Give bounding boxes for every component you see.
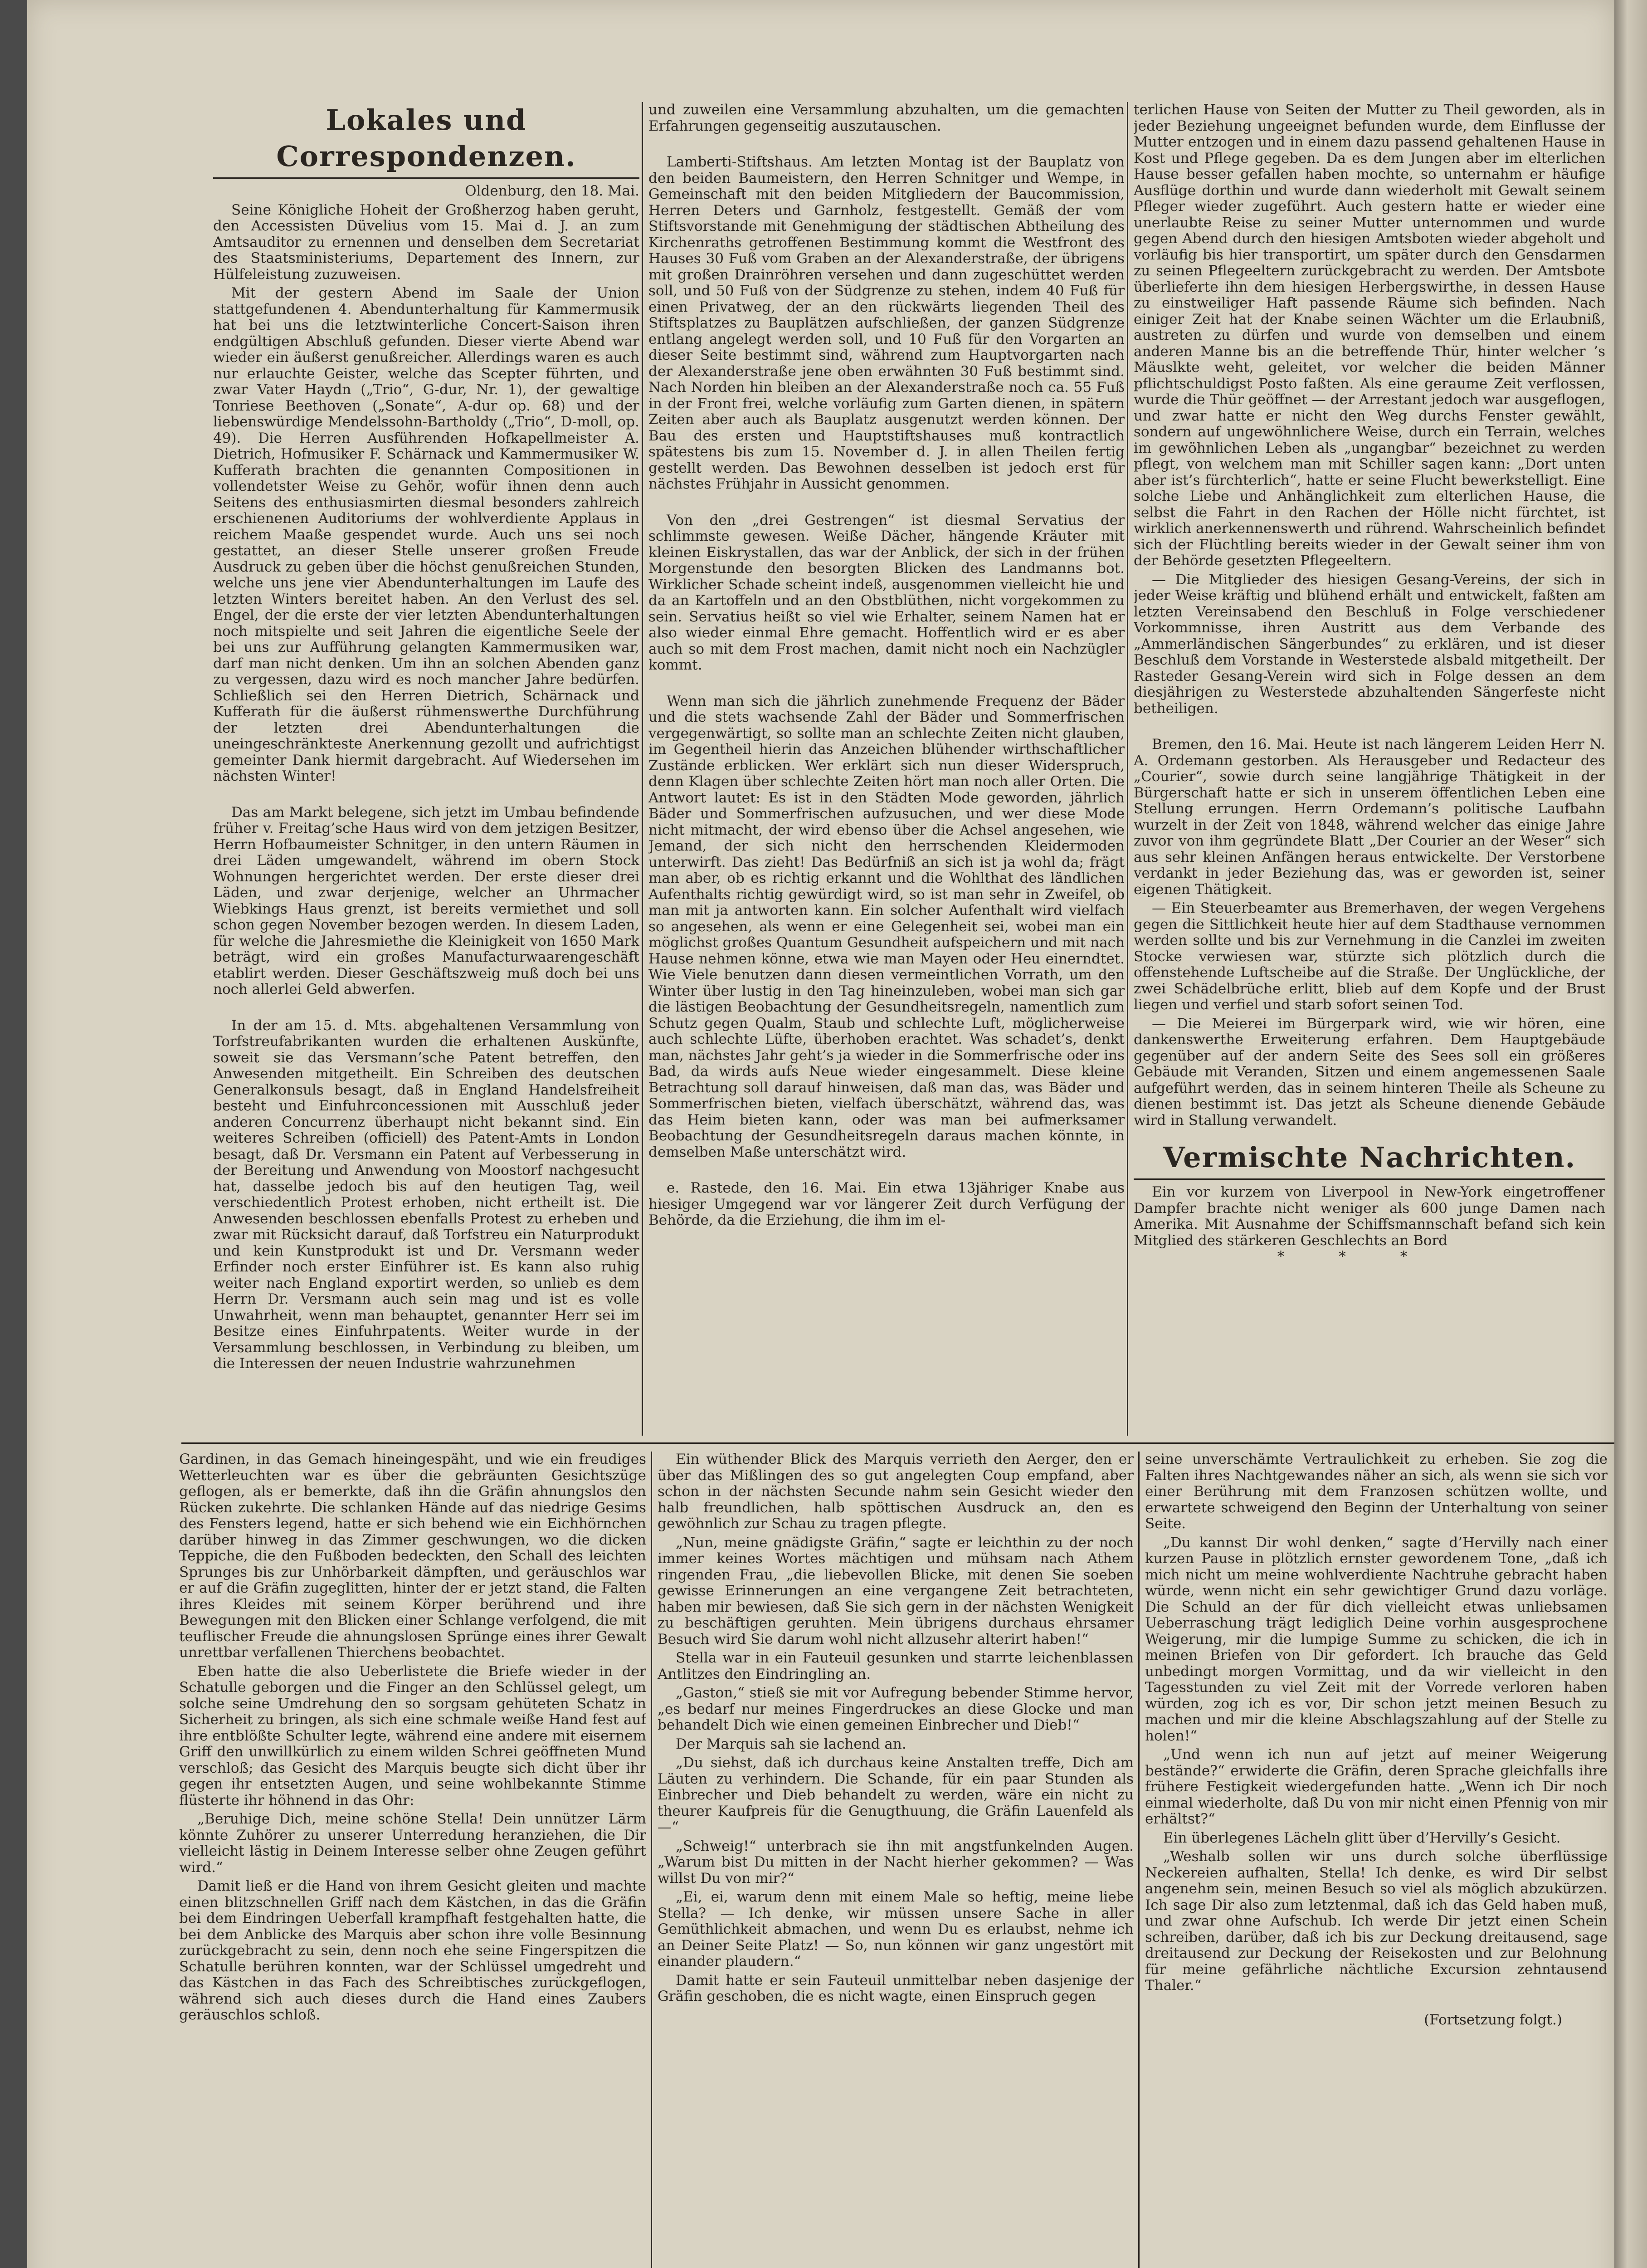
serial-paragraph: „Schweig!“ unterbrach sie ihn mit angstfunkelnden Augen. „Warum bist Du mitten in der Nacht hierher gekommen? — Was willst Du von mir?“ — [658, 1838, 1134, 1887]
serial-paragraph: „Ei, ei, warum denn mit einem Male so heftig, meine liebe Stella? — Ich denke, wir müssen unsere Sache in aller Gemüthlichkeit abmachen, und wenn Du es erlaubst, nehme ich an Deiner Seite Platz! — So, nun können wir ganz ungestört mit einander plaudern.“ — [658, 1889, 1134, 1970]
serial-paragraph: seine unverschämte Vertraulichkeit zu erheben. Sie zog die Falten ihres Nachtgewandes näher an sich, als wenn sie sich vor einer Berührung mit dem Franzosen schützen wollte, und erwartete schweigend den Beginn der Unterhaltung von seiner Seite. — [1145, 1452, 1608, 1532]
serial-paragraph: Eben hatte die also Ueberlistete die Briefe wieder in der Schatulle geborgen und die Finger an den Schlüssel gelegt, um solche seine Umdrehung den so sorgsam gehüteten Schatz in Sicherheit zu bringen, als sich eine schmale weiße Hand fest auf ihre entblößte Schulter legte, während eine andere mit eisernem Griff den unwillkürlich zu einem wilden Schrei geöffneten Mund verschloß; das Gesicht des Marquis beugte sich dicht über ihr gegen ihr entsetzten Augen, und seine wohlbekannte Stimme flüsterte ihr höhnend in das Ohr: — [179, 1663, 646, 1809]
article-gap — [213, 998, 639, 1018]
article-choir: — Die Mitglieder des hiesigen Gesang-Vereins, der sich in jeder Weise kräftig und blühend erhält und entwickelt, faßten am letzten Vereinsabend den Beschluß in Folge verschiedener Vorkommnisse, ihren Austritt aus dem Verbande des „Ammerländischen Sängerbundes“ zu erklären, und ist dieser Beschluß dem Vorstande in Westerstede alsbald mitgetheilt. Der Rasteder Gesang-Verein wird sich in Folge dessen an dem diesjährigen zu Westerstede abzuhaltenden Sängerfeste nicht betheiligen. — [1134, 571, 1605, 717]
column-3 — [1134, 102, 1605, 1436]
serial-column-2 — [658, 1452, 1134, 2268]
serial-paragraph: Stella war in ein Fauteuil gesunken und starrte leichenblassen Antlitzes den Eindringling an. — [658, 1650, 1134, 1682]
feuilleton-rule — [181, 1442, 1614, 1444]
serial-paragraph: „Du kannst Dir wohl denken,“ sagte d’Hervilly nach einer kurzen Pause in plötzlich ernster gewordenem Tone, „daß ich mich nicht um meine wohlverdiente Nachtruhe gebracht haben würde, wenn nicht ein sehr gewichtiger Grund dazu vorläge. Die Schuld an der für dich vielleicht etwas unliebsamen Ueberraschung trägt lediglich Deine vorhin ausgesprochene Weigerung, mir die lumpige Summe zu schicken, die ich in meinen Briefen von Dir gefordert. Ich brauche das Geld unbedingt morgen Vormittag, und da wir vielleicht in den Tagesstunden zu viel Zeit mit der Vorrede verloren haben würden, zog ich es vor, Dir schon jetzt meinen Besuch zu machen und mir die kleine Abschlagszahlung auf der Stelle zu holen!“ — [1145, 1534, 1608, 1744]
to-be-continued: (Fortsetzung folgt.) — [1424, 2011, 1562, 2028]
serial-paragraph: Damit hatte er sein Fauteuil unmittelbar neben dasjenige der Gräfin geschoben, die es nicht wagte, einen Einspruch gegen — [658, 1972, 1134, 2004]
article-gap — [648, 1160, 1125, 1180]
column-rule — [651, 1452, 652, 2268]
article-bremen: Bremen, den 16. Mai. Heute ist nach längerem Leiden Herr N. A. Ordemann gestorben. Als Herausgeber und Redacteur des „Courier“, sowie durch seine langjährige Thätigkeit in der Bürgerschaft hatte er sich in unserem öffentlichen Leben eine Stellung errungen. Herrn Ordemann’s politische Laufbahn wurzelt in der Zeit von 1848, während welcher das einige Jahre zuvor von ihm gegründete Blatt „Der Courier an der Weser“ sich aus sehr kleinen Anfängen heraus entwickelte. Der Verstorbene verdankt in jeder Beziehung das, was er geworden ist, seiner eigenen Thätigkeit. — [1134, 736, 1605, 898]
column-rule — [642, 102, 643, 1436]
serial-paragraph: Gardinen, in das Gemach hineingespäht, und wie ein freudiges Wetterleuchten war es über die gebräunten Gesichtszüge geflogen, als er bemerkte, daß ihn die Gräfin ahnungslos den Rücken zukehrte. Die schlanken Hände auf das niedrige Gesims des Fensters legend, hatte er sich behend wie ein Eichhörnchen darüber hinweg in das Zimmer geschwungen, wo die dicken Teppiche, die den Fußboden bedeckten, den Schall des leichten Sprunges bis zur Unhörbarkeit dämpften, und geräuschlos war er auf die Gräfin zugeglitten, hinter der er jetzt stand, die Falten ihres Kleides mit seinem Körper berührend und ihre Bewegungen mit den Blicken einer Schlange verfolgend, die mit teuflischer Freude die ahnungslosen Sprünge eines ihrer Gewalt unrettbar verfallenen Thierchens beobachtet. — [179, 1452, 646, 1661]
section-heading-local: Lokales und Correspondenzen. — [213, 102, 639, 179]
serial-paragraph: „Du siehst, daß ich durchaus keine Anstalten treffe, Dich am Läuten zu verhindern. Die Schande, für ein paar Stunden als Einbrecher und Dieb behandelt zu werden, wäre ein nicht zu theurer Kaufpreis für die Genugthuung, die Gräfin Lauenfeld als —“ — [658, 1755, 1134, 1835]
serial-paragraph: „Weshalb sollen wir uns durch solche überflüssige Neckereien aufhalten, Stella! Ich denke, es wird Dir selbst angenehm sein, meinen Besuch so viel als möglich abzukürzen. Ich sage Dir also zum letztenmal, daß ich das Geld haben muß, und zwar ohne Aufschub. Ich werde Dir jetzt einen Schein schreiben, darüber, daß ich bis zur Deckung dreitausend, sage dreitausend zur Deckung der Reisekosten und zur Belohnung für meine gefährliche nächtliche Excursion zehntausend Thaler.“ — [1145, 1848, 1608, 1994]
article-gap — [213, 785, 639, 805]
serial-column-1 — [179, 1452, 646, 2268]
column-rule — [1138, 1452, 1140, 2268]
serial-paragraph: „Beruhige Dich, meine schöne Stella! Dein unnützer Lärm könnte Zuhörer zu unserer Unterredung heranziehen, die Dir vielleicht lästig in Deinem Interesse selber ohne Zeugen geführt wird.“ — [179, 1811, 646, 1876]
article-rastede: e. Rastede, den 16. Mai. Ein etwa 13jähriger Knabe aus hiesiger Umgegend war vor längerer Zeit durch Verfügung der Behörde, da die Erziehung, die ihm im el- — [648, 1180, 1125, 1228]
article-meeting-cont: und zuweilen eine Versammlung abzuhalten, um die gemachten Erfahrungen gegenseitig auszutauschen. — [648, 102, 1125, 134]
article-grand-duke: Seine Königliche Hoheit der Großherzog haben geruht, den Accessisten Düvelius vom 15. Mai d. J. an zum Amtsauditor zu ernennen und denselben dem Secretariat des Staatsministeriums, Departement des Innern, zur Hülfeleistung zuzuweisen. — [213, 201, 639, 283]
article-ice-saints: Von den „drei Gestrengen“ ist diesmal Servatius der schlimmste gewesen. Weiße Dächer, hängende Kräuter mit kleinen Eiskrystallen, das war der Anblick, der sich in der frühen Morgenstunde den besorgten Blicken des Landmanns bot. Wirklicher Schade scheint indeß, ausgenommen vielleicht hie und da an Kartoffeln und an den Obstblüthen, nicht vorgekommen zu sein. Servatius heißt so viel wie Erhalter, seinem Namen hat er also wieder einmal Ehre gemacht. Hoffentlich wird er es aber auch so mit dem Frost machen, damit nicht noch ein Nachzügler kommt. — [648, 512, 1125, 673]
article-liverpool: Ein vor kurzem von Liverpool in New-York eingetroffener Dampfer brachte nicht weniger als 600 junge Damen nach Amerika. Mit Ausnahme der Schiffsmannschaft befand sich kein Mitglied des stärkeren Geschlechts an Bord — [1134, 1184, 1605, 1249]
article-chamber-music: Mit der gestern Abend im Saale der Union stattgefundenen 4. Abendunterhaltung für Kammermusik hat bei uns die letztwinterliche Concert-Saison ihren endgültigen Abschluß gefunden. Dieser vierte Abend war wieder ein äußerst genußreicher. Allerdings waren es auch nur erlauchte Geister, welche das Scepter führten, und zwar Vater Haydn („Trio“, G-dur, Nr. 1), der gewaltige Tonriese Beethoven („Sonate“, A-dur op. 68) und der liebenswürdige Mendelssohn-Bartholdy („Trio“, D-moll, op. 49). Die Herren Ausführenden Hofkapellmeister A. Dietrich, Hofmusiker F. Schärnack und Kammermusiker W. Kufferath brachten die genannten Compositionen in vollendetster Weise zu Gehör, wofür ihnen denn auch Seitens des enthusiasmirten diesmal besonders zahlreich erschienenen Auditoriums der wohlverdiente Applaus in reichem Maaße gespendet wurde. Auch uns sei noch gestattet, an dieser Stelle unserer großen Freude Ausdruck zu geben über die höchst genußreichen Stunden, welche uns jene vier Abendunterhaltungen im Laufe des letzten Winters bereitet haben. An den Verlust des sel. Engel, der die erste der vier letzten Abendunterhaltungen noch mitspielte und seit Jahren die eigentliche Seele der bei uns zur Aufführung gelangten Kammermusiken war, darf man nicht denken. Um ihn an solchen Abenden ganz zu vergessen, dazu wird es noch mancher Jahre bedürfen. Schließlich sei den Herren Dietrich, Schärnack und Kufferath für die äußerst rühmenswerthe Durchführung der letzten drei Abendunterhaltungen die uneingeschränkteste Anerkennung gezollt und aufrichtigst gemeinter Dank hiermit dargebracht. Auf Wiedersehen im nächsten Winter! — [213, 285, 639, 784]
article-gap — [648, 134, 1125, 154]
serial-paragraph: „Nun, meine gnädigste Gräfin,“ sagte er leichthin zu der noch immer keines Wortes mächtigen und mühsam nach Athem ringenden Frau, „die liebevollen Blicke, mit denen Sie soeben gewisse Erinnerungen an eine vergangene Zeit betrachteten, haben mir bewiesen, daß Sie sich gern in der nächsten Wenigkeit zu beschäftigen geruhten. Mein übrigens durchaus ehrsamer Besuch wird Sie darum wohl nicht allzusehr alterirt haben!“ — [658, 1534, 1134, 1647]
serial-paragraph: Damit ließ er die Hand von ihrem Gesicht gleiten und machte einen blitzschnellen Griff nach dem Kästchen, in das die Gräfin bei dem Eindringen Ueberfall krampfhaft festgehalten hatte, die bei dem Anblicke des Marquis aber schon ihre volle Besinnung zurückgebracht zu sein, denn noch ehe seine Fingerspitzen die Schatulle berühren konnten, war der Schlüssel umgedreht und das Kästchen in das Fach des Schreibtisches zurückgeflogen, während sich auch dieses durch die Hand eines Zaubers geräuschlos schloß. — [179, 1878, 646, 2023]
newspaper-page — [27, 0, 1614, 2268]
article-gap — [648, 674, 1125, 694]
serial-column-3 — [1145, 1452, 1608, 2268]
section-heading-misc: Vermischte Nachrichten. — [1134, 1139, 1605, 1180]
dateline: Oldenburg, den 18. Mai. — [465, 183, 639, 199]
article-peat-litter: In der am 15. d. Mts. abgehaltenen Versammlung von Torfstreufabrikanten wurden die erhaltenen Auskünfte, soweit sie das Versmann’sche Patent betreffen, den Anwesenden mitgetheilt. Ein Schreiben des deutschen Generalkonsuls besagt, daß in England Handelsfreiheit besteht und Einfuhrconcessionen mit Ausschluß jeder anderen Concurrenz überhaupt nicht bekannt sind. Ein weiteres Schreiben (officiell) des Patent-Amts in London besagt, daß Dr. Versmann ein Patent auf Verbesserung in der Bereitung und Anwendung von Moostorf nachgesucht hat, dasselbe jedoch bis auf den heutigen Tag, weil verschiedentlich Protest erhoben, nicht ertheilt ist. Die Anwesenden beschlossen ebenfalls Protest zu erheben und zwar mit Rücksicht darauf, daß Torfstreu ein Naturprodukt und kein Kunstprodukt ist und Dr. Versmann weder Erfinder noch erster Einführer ist. Es kann also ruhig weiter nach England exportirt werden, so unlieb es dem Herrn Dr. Versmann auch sein mag und ist es volle Unwahrheit, wenn man behauptet, genannter Herr sei im Besitze eines Einfuhrpatents. Weiter wurde in der Versammlung beschlossen, in Verbindung zu bleiben, um die Interessen der neuen Industrie wahrzunehmen — [213, 1017, 639, 1372]
article-lamberti: Lamberti-Stiftshaus. Am letzten Montag ist der Bauplatz von den beiden Baumeistern, den Herren Schnitger und Wempe, in Gemeinschaft mit den beiden Mitgliedern der Baucommission, Herren Deters und Garnholz, festgestellt. Gemäß der vom Stiftsvorstande mit Genehmigung der städtischen Abtheilung des Kirchenraths getroffenen Bestimmung kommt die Westfront des Hauses 30 Fuß vom Graben an der Alexanderstraße, der übrigens mit großen Drainröhren versehen und dann zugeschüttet werden soll, und 50 Fuß von der Südgrenze zu stehen, indem 40 Fuß für einen Privatweg, der an den rückwärts liegenden Theil des Stiftsplatzes zu Bauplätzen aufschließen, der ganzen Südgrenze entlang angelegt werden soll, und 10 Fuß für den Vorgarten an dieser Seite bestimmt sind, während zum Hauptvorgarten nach der Alexanderstraße jene oben erwähnten 30 Fuß bestimmt sind. Nach Norden hin bleiben an der Alexanderstraße noch ca. 55 Fuß in der Front frei, welche vorläufig zum Garten dienen, in spätern Zeiten aber auch als Bauplatz ausgenutzt werden können. Der Bau des ersten und Hauptstiftshauses muß kontractlich spätestens bis zum 15. November d. J. in allen Theilen fertig gestellt werden. Das Bewohnen desselben ist jedoch erst für nächstes Frühjahr in Aussicht genommen. — [648, 154, 1125, 492]
serial-paragraph: Ein wüthender Blick des Marquis verrieth den Aerger, den er über das Mißlingen des so gut angelegten Coup empfand, aber schon in der nächsten Secunde nahm sein Gesicht wieder den halb freundlichen, halb spöttischen Ausdruck an, den es gewöhnlich zur Schau zu tragen pflegte. — [658, 1452, 1134, 1532]
separator-stars: *** — [1277, 1248, 1462, 1265]
next-page-edge — [1614, 0, 1647, 2268]
article-gap — [1134, 717, 1605, 737]
serial-paragraph: Ein überlegenes Lächeln glitt über d’Hervilly’s Gesicht. — [1163, 1829, 1561, 1846]
article-tax-official: — Ein Steuerbeamter aus Bremerhaven, der wegen Vergehens gegen die Sittlichkeit heute hier auf dem Stadthause vernommen werden sollte und bis zur Vernehmung in die Canzlei im zweiten Stocke verwiesen war, stürzte sich plötzlich durch die offenstehende Luftscheibe auf die Straße. Der Unglückliche, der zwei Schädelbrüche erlitt, blieb auf dem Kopfe und der Brust liegen und verfiel und starb sofort seinen Tod. — [1134, 900, 1605, 1013]
column-2 — [648, 102, 1125, 1436]
serial-paragraph: „Gaston,“ stieß sie mit vor Aufregung bebender Stimme hervor, „es bedarf nur meines Fingerdruckes an diese Glocke und man behandelt Dich wie einen gemeinen Einbrecher und Dieb!“ — [658, 1685, 1134, 1733]
article-dairy: — Die Meierei im Bürgerpark wird, wie wir hören, eine dankenswerthe Erweiterung erfahren. Dem Hauptgebäude gegenüber auf der andern Seite des Sees soll ein größeres Gebäude mit Veranden, Sitzen und einem angemessenen Saale aufgeführt werden, das in seinem hinteren Theile als Scheune zu dienen bestimmt ist. Das jetzt als Scheune dienende Gebäude wird in Stallung verwandelt. — [1134, 1015, 1605, 1129]
article-spas: Wenn man sich die jährlich zunehmende Frequenz der Bäder und die stets wachsende Zahl der Bäder und Sommerfrischen vergegenwärtigt, so sollte man an schlechte Zeiten nicht glauben, im Gegentheil hierin das Anzeichen blühender wirthschaftlicher Zustände erblicken. Wer erklärt sich nun dieser Widerspruch, denn Klagen über schlechte Zeiten hört man noch aller Orten. Die Antwort lautet: Es ist in den Städten Mode geworden, jährlich Bäder und Sommerfrischen aufzusuchen, und wer diese Mode nicht mitmacht, der wird ebenso über die Achsel angesehen, wie Jemand, der sich nicht den herrschenden Kleidermoden unterwirft. Das zieht! Das Bedürfniß an sich ist ja wohl da; frägt man aber, ob es richtig erkannt und die Wohlthat des ländlichen Aufenthalts richtig gewürdigt wird, so ist man sehr in Zweifel, ob man mit ja antworten kann. Ein solcher Aufenthalt wird vielfach so angesehen, als wenn er eine Gelegenheit sei, wobei man ein möglichst großes Quantum Gesundheit aufspeichern und mit nach Hause nehmen könne, etwa wie man Mayen oder Heu einerndtet. Wie Viele benutzen dann diesen vermeintlichen Vorrath, um den Winter über lustig in den Tag hineinzuleben, wobei man sich gar die lästigen Beobachtung der Gesundheitsregeln, namentlich zum Schutz gegen Qualm, Staub und schlechte Luft, möglicherweise auch schlechte Lüfte, überhoben erachtet. Was schadet’s, denkt man, nächstes Jahr geht’s ja wieder in die Sommerfrische oder ins Bad, da wirds aufs Neue wieder eingesammelt. Diese kleine Betrachtung soll darauf hinweisen, daß man das, was Bäder und Sommerfrischen bieten, vielfach überschätzt, während das, was das Heim bieten kann, oder was man bei aufmerksamer Beobachtung der Gesundheitsregeln daraus machen könnte, in demselben Maße unterschätzt wird. — [648, 693, 1125, 1160]
article-market-house: Das am Markt belegene, sich jetzt im Umbau befindende früher v. Freitag’sche Haus wird von dem jetzigen Besitzer, Herrn Hofbaumeister Schnitger, in den untern Räumen in drei Läden umgewandelt, während im obern Stock Wohnungen hergerichtet werden. Der erste dieser drei Läden, und zwar derjenige, welcher an Uhrmacher Wiebkings Haus grenzt, ist bereits vermiethet und soll schon gegen November bezogen werden. In diesem Laden, für welche die Jahresmiethe die Kleinigkeit von 1650 Mark beträgt, wird ein großes Manufacturwaarengeschäft etablirt werden. Dieser Geschäftszweig muß doch bei uns noch allerlei Geld abwerfen. — [213, 804, 639, 997]
column-rule — [1127, 102, 1128, 1436]
serial-paragraph: Der Marquis sah sie lachend an. — [676, 1735, 906, 1752]
serial-paragraph: „Und wenn ich nun auf jetzt auf meiner Weigerung bestände?“ erwiderte die Gräfin, deren Sprache gleichfalls ihre frühere Festigkeit wiedergefunden hatte. „Wenn ich Dir noch einmal wiederholte, daß Du von mir nicht einen Pfennig von mir erhältst?“ — [1145, 1746, 1608, 1827]
article-gap — [648, 493, 1125, 513]
article-rastede-cont: terlichen Hause von Seiten der Mutter zu Theil geworden, als in jeder Beziehung ungeeignet befunden wurde, dem Einflusse der Mutter entzogen und in einem dazu passend gehaltenen Hause in Kost und Pflege gegeben. Da es dem Jungen aber im elterlichen Hause besser gefallen haben mochte, so unternahm er häufige Ausflüge dorthin und wurde dann wiederholt mit Gewalt seinem Pfleger wieder zugeführt. Auch gestern hatte er wieder eine unerlaubte Reise zu seiner Mutter unternommen und wurde gegen Abend durch den hiesigen Amtsboten wieder abgeholt und vorläufig bis hier transportirt, um später durch den Gensdarmen zu seinen Pflegeeltern zurückgebracht zu werden. Der Amtsbote überlieferte ihn dem hiesigen Herbergswirthe, in dessen Hause zu einstweiliger Haft passende Räume sich befinden. Nach einiger Zeit hat der Knabe seinen Wächter um die Erlaubniß, austreten zu dürfen und wurde von demselben und einem anderen Manne bis an die betreffende Thür, hinter welcher ’s Mäuslkte weht, geleitet, vor welcher die beiden Männer pflichtschuldigst Posto faßten. Als eine geraume Zeit verflossen, wurde die Thür geöffnet — der Arrestant jedoch war ausgeflogen, und zwar hatte er nicht den Weg durchs Fenster gewählt, sondern auf ungewöhnlichere Weise, durch ein Terrain, welches im gewöhnlichen Leben als „ungangbar“ bezeichnet zu werden pflegt, von welchem man mit Schiller sagen kann: „Dort unten aber ist’s fürchterlich“, hatte er seine Flucht bewerkstelligt. Eine solche Liebe und Anhänglichkeit zum elterlichen Hause, die selbst die Fahrt in den Rachen der Hölle nicht fürchtet, ist wirklich anerkennenswerth und rührend. Wahrscheinlich befindet sich der Flüchtling bereits wieder in der Gewalt seiner ihm von der Behörde gesetzten Pflegeeltern. — [1134, 102, 1605, 569]
column-1 — [213, 102, 639, 1431]
